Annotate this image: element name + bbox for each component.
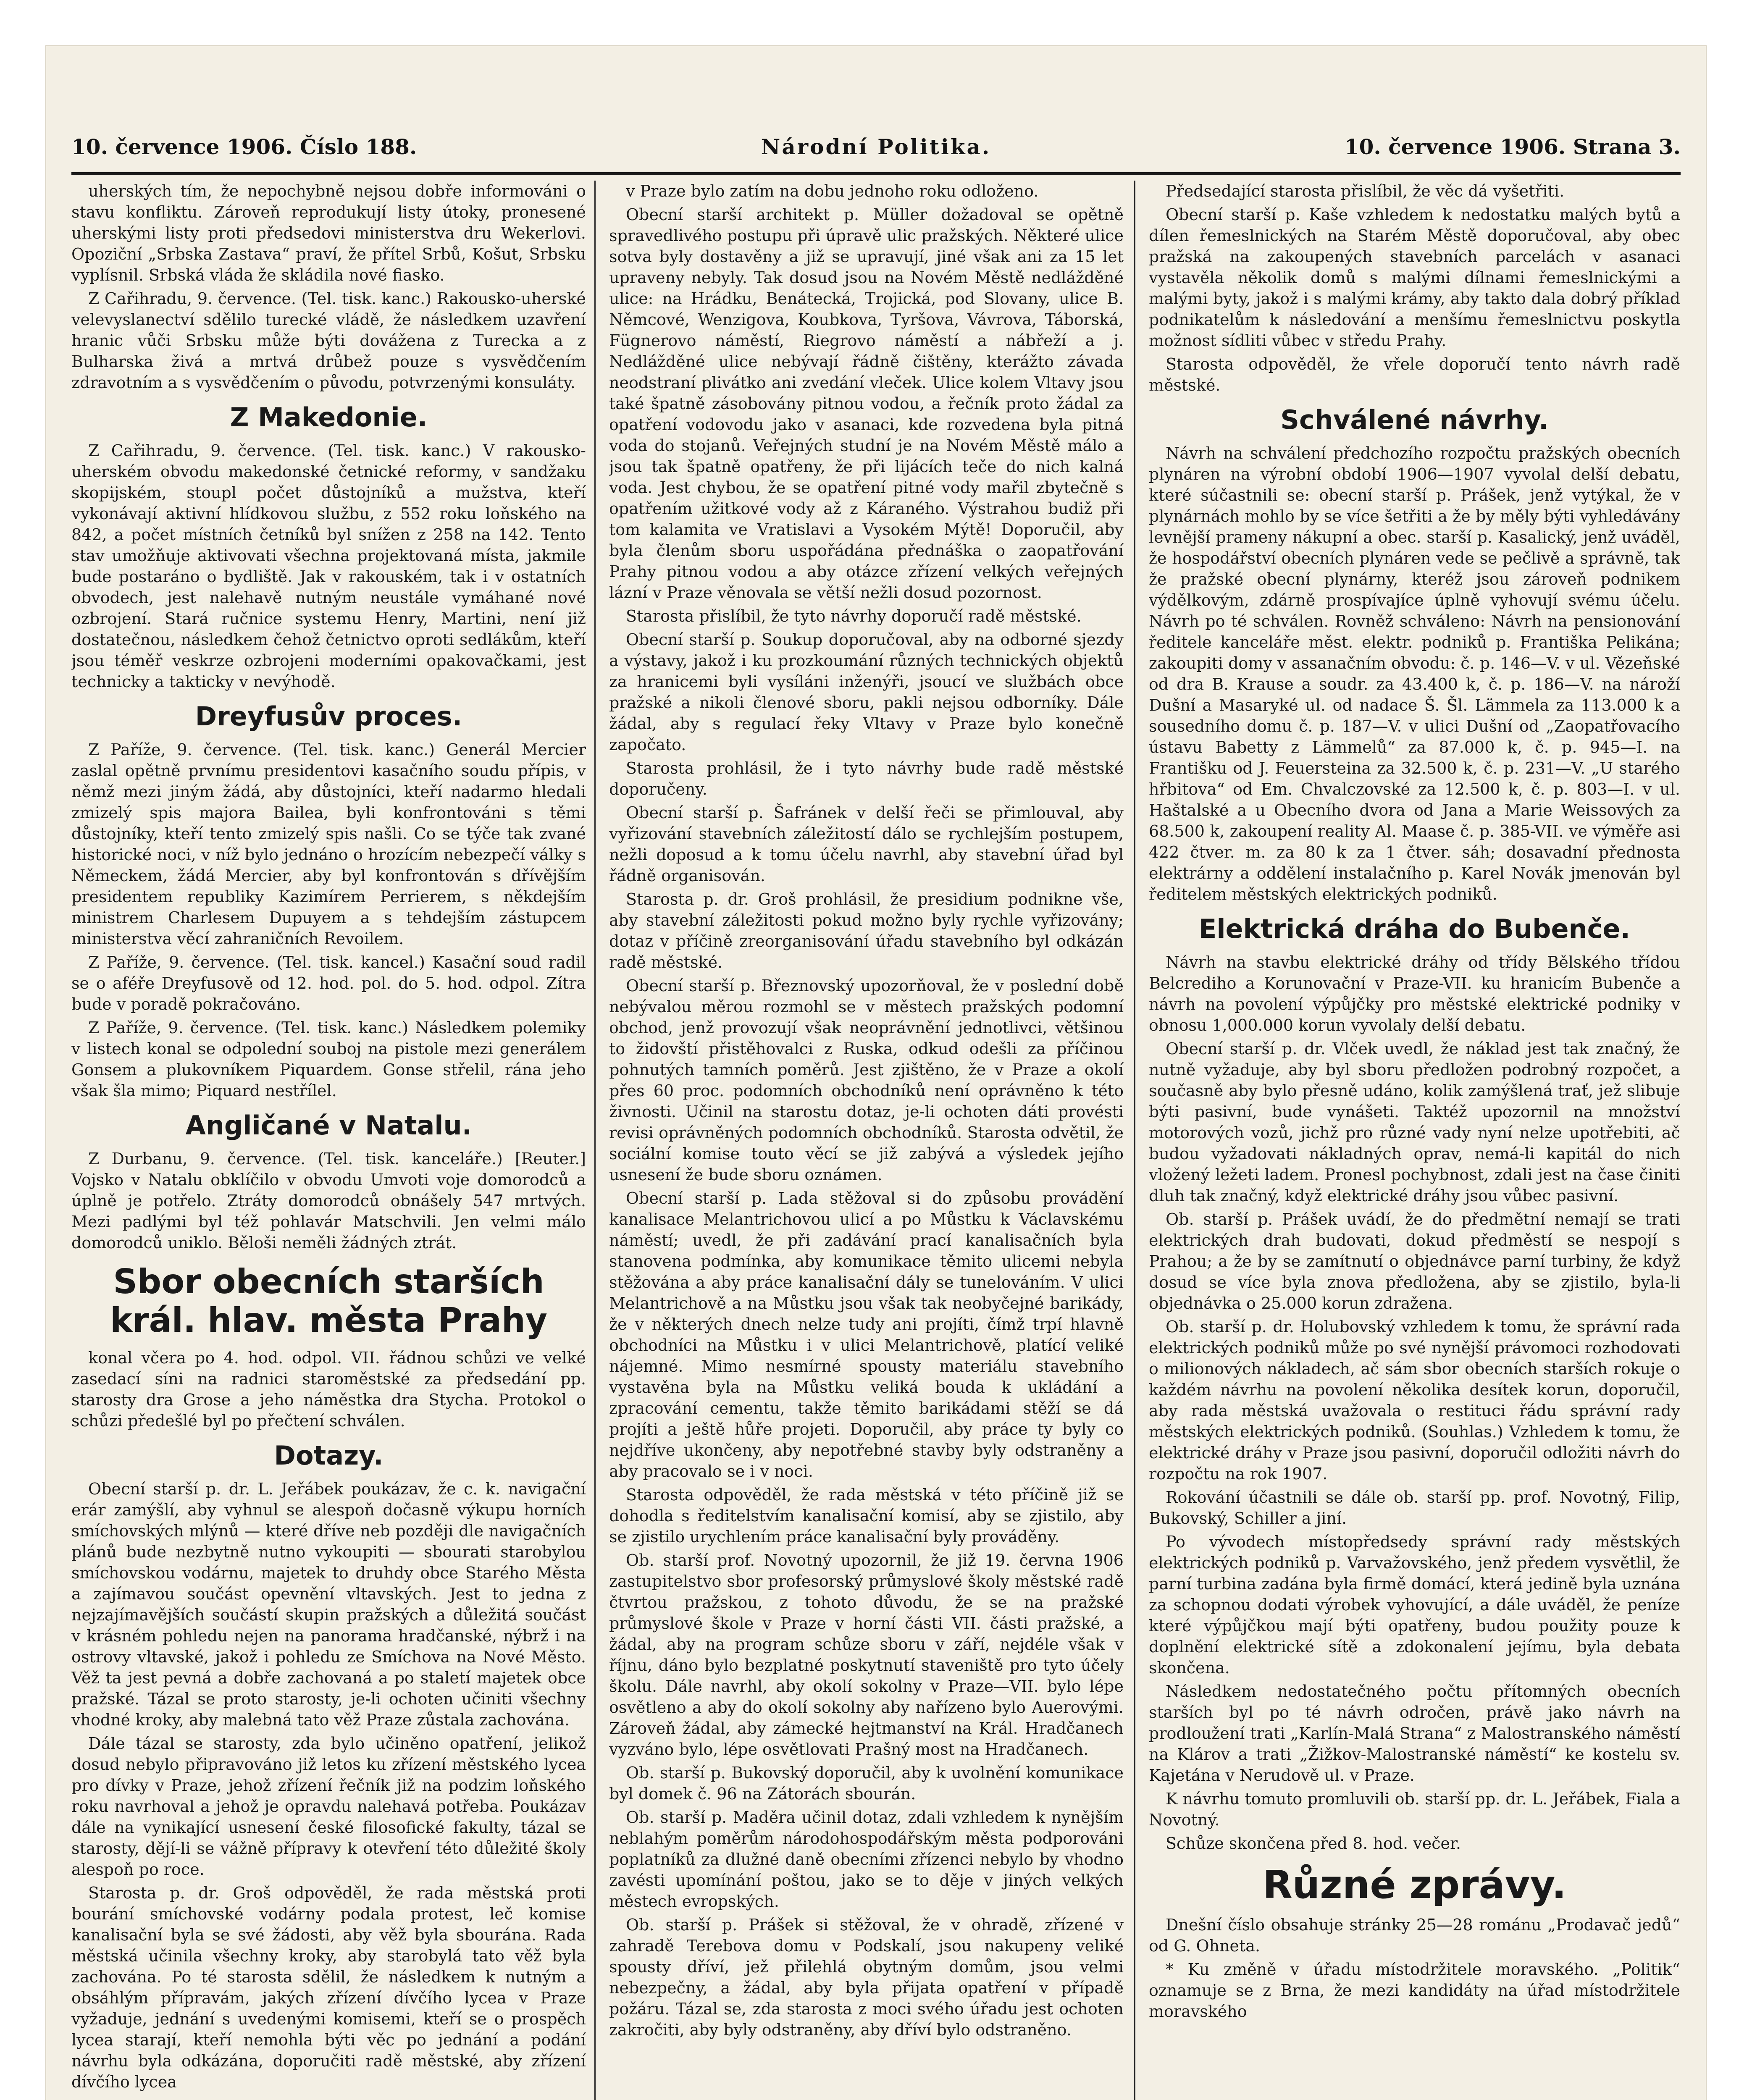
article-paragraph: Obecní starší p. Březnovský upozorňoval, že v poslední době nebývalou měrou rozmohl se v městech pražských podomní obchod, jenž provozují však neoprávnění jednotlivci, většinou to židovští přistěhovalci z Ruska, odkud odešli za příčinou pohnutých tamních poměrů. Jest zjištěno, že v Praze a okolí přes 60 proc. podomních obchodníků není oprávněno k této živnosti. Učinil na starostu dotaz, je-li ochoten dáti provésti revisi oprávněných podomních obchodníků. Starosta odvětil, že sociální komise touto věcí se již zabývá a výsledek jejího usnesení že bude sboru oznámen. bbox=[609, 976, 1124, 1184]
article-paragraph: Ob. starší p. Prášek uvádí, že do předmětní nemají se trati elektrických drah budovati, dokud předměstí se nespojí s Prahou; a že by se zamítnutí o objednávce parní turbiny, že když dosud se více byla znova předložena, aby se zjistilo, byla-li objednávka o 25.000 korun zdražena. bbox=[1149, 1210, 1680, 1312]
article-paragraph: Následkem nedostatečného počtu přítomných obecních starších byl po té návrh odročen, právě jako návrh na prodloužení trati „Karlín-Malá Strana“ z Malostranského náměstí na Klárov a trati „Žižkov-Malostranské náměstí“ ke kostelu sv. Kajetána v Nerudově ul. v Praze. bbox=[1149, 1682, 1680, 1785]
article-paragraph: Z Paříže, 9. července. (Tel. tisk. kanc.) Generál Mercier zaslal opětně prvnímu presidentovi kasačního soudu přípis, v němž mezi jiným žádá, aby důstojníci, kteří nadarmo hledali zmizelý spis majora Bailea, byli konfrontováni s těmi důstojníky, kteří tento zmizelý spis našli. Co se týče tak zvané historické noci, v níž bylo jednáno o hrozícím nebezpečí války s Německem, žádá Mercier, aby byl konfrontován s dřívějším presidentem republiky Kazimírem Perrierem, s někdejším ministrem Charlesem Dupuyem a s tehdejším zástupcem ministerstva věcí zahraničních Revoilem. bbox=[71, 740, 586, 948]
article-paragraph: Starosta p. dr. Groš odpověděl, že rada městská proti bourání smíchovské vodárny podala protest, leč komise kanalisační byla se své žádosti, aby věž byla sbourána. Rada městská učinila všechny kroky, aby starobylá tato věž byla zachována. Po té starosta sdělil, že následkem k nutným a obsáhlým přípravám, jakých zřízení dívčího lycea v Praze vyžaduje, jednání s uvedenými komisemi, kteří se o prospěch lycea starají, kteří nemohla býti věc po jednání a podání návrhu byla odkázána, doporučiti radě městské, aby zřízení dívčího lycea bbox=[71, 1884, 586, 2091]
column-3 bbox=[1149, 181, 1680, 2100]
article-paragraph: Dnešní číslo obsahuje stránky 25—28 románu „Prodavač jedů“ od G. Ohneta. bbox=[1149, 1916, 1680, 1955]
header-rule bbox=[71, 172, 1681, 175]
section-heading-makedonie: Z Makedonie. bbox=[230, 402, 428, 433]
column-1 bbox=[71, 181, 586, 2100]
article-paragraph: Obecní starší p. Kaše vzhledem k nedostatku malých bytů a dílen řemeslnických na Starém Městě doporučoval, aby obec pražská na zakoupených stavebních parcelách v asanaci vystavěla několik domů s malými dílnami řemeslnickými a malými byty, jakož i s malými krámy, aby takto dala dobrý příklad podnikatelům k následování a menšímu řemeslnictvu poskytla možnost sídliti vůbec v středu Prahy. bbox=[1149, 205, 1680, 350]
header-date-issue: 10. července 1906. Číslo 188. bbox=[71, 134, 417, 159]
header-date-page: 10. července 1906. Strana 3. bbox=[1344, 134, 1681, 159]
article-paragraph: Starosta prohlásil, že i tyto návrhy bude radě městské doporučeny. bbox=[609, 759, 1124, 798]
masthead-title: Národní Politika. bbox=[761, 134, 991, 159]
article-paragraph: Obecní starší p. dr. Vlček uvedl, že náklad jest tak značný, že nutně vyžaduje, aby byl sboru předložen podrobný rozpočet, a současně aby bylo přesně udáno, kolik zamýšlená trať, jež slibuje býti pasivní, bude vynášeti. Taktéž upozornil na množství motorových vozů, jichž pro různé vady nyní nelze upotřebiti, ač budou vyžadovati nákladných oprav, nemá-li kapitál do nich vložený ležeti ladem. Pronesl pochybnost, zdali jest na čase činiti dluh tak značný, když elektrické dráhy jsou vůbec pasivní. bbox=[1149, 1040, 1680, 1205]
article-paragraph: Starosta odpověděl, že rada městská v této příčině již se dohodla s ředitelstvím kanalisační komisí, aby se zjistilo, aby se zjistilo urychlením práce kanalisační byly prováděny. bbox=[609, 1486, 1124, 1546]
article-paragraph: Ob. starší p. Maděra učinil dotaz, zdali vzhledem k nynějším neblahým poměrům národohospodářským města podporováni poplatníků za dlužné daně obecními zřízenci nebylo by vhodno zavésti upomínání poštou, jako se to děje v jiných velkých městech evropských. bbox=[609, 1808, 1124, 1911]
article-paragraph: Starosta odpověděl, že vřele doporučí tento návrh radě městské. bbox=[1149, 355, 1680, 394]
article-paragraph: Ob. starší prof. Novotný upozornil, že již 19. června 1906 zastupitelstvo sbor profesorský průmyslové školy městské radě čtvrtou pražskou, z tohoto důvodu, že se na pražské průmyslové škole v Praze v horní části VII. části pražské, a žádal, aby na program schůze sboru v září, nejdéle však v říjnu, dáno bylo bezplatné poskytnutí staveniště pro tyto účely školu. Dále navrhl, aby okolí sokolny v Praze—VII. bylo lépe osvětleno a aby do okolí sokolny aby nařízeno bylo Auerovými. Zároveň žádal, aby zámecké hejtmanství na Král. Hradčanech vyzváno bylo, lépe osvětlovati Prašný most na Hradčanech. bbox=[609, 1551, 1124, 1759]
article-paragraph: Návrh na schválení předchozího rozpočtu pražských obecních plynáren na výrobní období 1906—1907 vyvolal delší debatu, které súčastnili se: obecní starší p. Prášek, jenž vytýkal, že v plynárnách mohlo by se více šetřiti a že by měly býti vyhledávány levnější prameny nákupní a obec. starší p. Kasalický, jenž uváděl, že hospodářství obecních plynáren vede se pečlivě a správně, tak že pražské obecní plynárny, kteréž jsou zároveň podnikem výdělkovým, zdárně prospívajíce úplně vyhovují svému účelu. Návrh po té schválen. Rovněž schváleno: Návrh na pensionování ředitele kanceláře měst. elektr. podniků p. Františka Pelikána; zakoupiti domy v assanačním obvodu: č. p. 146—V. v ul. Vězeňské od dra B. Krause a soudr. za 43.400 k, č. p. 186—V. na nároží Dušní a Masaryké ul. od nadace Š. Šl. Lämmela za 113.000 k a sousedního domu č. p. 187—V. v ulici Dušní od „Zaopatřovacího ústavu Babetty z Lämmelů“ za 87.000 k, č. p. 945—I. na Františku od J. Feuersteina za 32.500 k, č. p. 231—V. „U starého hřbitova“ od Em. Chvalczovské za 12.500 k, č. p. 803—I. v ul. Haštalské a u Obecního dvora od Jana a Marie Weissových za 68.500 k, zakoupení reality Al. Maase č. p. 385-VII. ve výměře asi 422 čtver. m. za 80 k za 1 čtver. sáh; dosavadní přednosta elektrárny a oddělení instalačního p. Karel Novák jmenován byl ředitelem městských elektrických podniků. bbox=[1149, 444, 1680, 903]
article-paragraph: Ob. starší p. Prášek si stěžoval, že v ohradě, zřízené v zahradě Terebova domu v Podskalí, jsou nakupeny veliké spousty dříví, jež přilehlá obytným domům, jsou velmi nebezpečny, a žádal, aby byla přijata opatření v případě požáru. Tázal se, zda starosta z moci svého úřadu jest ochoten zakročiti, aby byly odstraněny, aby dříví bylo odstraněno. bbox=[609, 1916, 1124, 2039]
column-2 bbox=[609, 181, 1124, 2100]
article-paragraph: Z Paříže, 9. července. (Tel. tisk. kanc.) Následkem polemiky v listech konal se odpolední souboj na pistole mezi generálem Gonsem a plukovníkem Piquardem. Gonse střelil, rána jeho však šla mimo; Piquard nestřílel. bbox=[71, 1018, 586, 1100]
article-paragraph: Obecní starší p. Lada stěžoval si do způsobu provádění kanalisace Melantrichovou ulicí a po Můstku k Václavskému náměstí; uvedl, že při zadávání prací kanalisačních byla stanovena podmínka, aby komunikace těmito ulicemi nebyla stěžována a aby práce kanalisační dály se tunelováním. V ulici Melantrichově a na Můstku jsou však tak neobyčejné barikády, že v některých dnech nelze tudy ani projíti, čímž trpí hlavně obchodníci na Můstku i v ulici Melantrichově, platící veliké nájemné. Mimo nesmírné spousty materiálu stavebního vystavěna byla na Můstku veliká bouda k ukládání a zpracování cementu, takže těmito barikádami stěží se dá projíti a ještě hůře projeti. Doporučil, aby práce ty byly co nejdříve ukončeny, aby nepotřebné stavby byly odstraněny a aby pracovalo se i v noci. bbox=[609, 1189, 1124, 1480]
column-divider bbox=[594, 181, 596, 2100]
article-paragraph: Starosta p. dr. Groš prohlásil, že presidium podnikne vše, aby stavební záležitosti pokud možno byly rychle vyřizovány; dotaz v příčině zreorganisování úřadu stavebního byl odkázán radě městské. bbox=[609, 890, 1124, 971]
article-paragraph: Návrh na stavbu elektrické dráhy od třídy Bělského třídou Belcrediho a Korunovační v Praze-VII. ku hranicím Bubenče a návrh na povolení výpůjčky pro městské elektrické podniky v obnosu 1,000.000 korun vyvolaly delší debatu. bbox=[1149, 953, 1680, 1034]
article-paragraph: Rokování účastnili se dále ob. starší pp. prof. Novotný, Filip, Bukovský, Schiller a jiní. bbox=[1149, 1488, 1680, 1528]
article-paragraph: Ob. starší p. Bukovský doporučil, aby k uvolnění komunikace byl domek č. 96 na Zátorách sbourán. bbox=[609, 1764, 1124, 1803]
article-paragraph: Obecní starší p. Soukup doporučoval, aby na odborné sjezdy a výstavy, jakož i ku prozkoumání různých technických objektů za hranicemi byli vysíláni inženýři, jsoucí ve službách obce pražské a nikoli členové sboru, pakli nejsou odborníky. Dále žádal, aby s regulací řeky Vltavy v Praze bylo konečně započato. bbox=[609, 630, 1124, 754]
article-paragraph: Z Paříže, 9. července. (Tel. tisk. kancel.) Kasační soud radil se o aféře Dreyfusově od 12. hod. pol. do 5. hod. odpol. Zítra bude v poradě pokračováno. bbox=[71, 953, 586, 1013]
article-paragraph: Z Cařihradu, 9. července. (Tel. tisk. kanc.) Rakousko-uherské velevyslanectví sdělilo turecké vládě, že následkem uzavření hranic vůči Srbsku může býti dovážena z Turecka a z Bulharska živá a mrtvá drůbež pouze s vysvědčením zdravotním a s vysvědčením o původu, potvrzenými konsuláty. bbox=[71, 289, 586, 392]
newspaper-page bbox=[46, 46, 1706, 2100]
article-paragraph: Předsedající starosta přislíbil, že věc dá vyšetřiti. bbox=[1166, 182, 1565, 200]
article-paragraph: Z Durbanu, 9. července. (Tel. tisk. kanceláře.) [Reuter.] Vojsko v Natalu obklíčilo v obvodu Umvoti voje domorodců a úplně je potřelo. Ztráty domorodců obnášely 547 mrtvých. Mezi padlými byl též pohlavár Matschvili. Jen velmi málo domorodců uniklo. Běloši neměli žádných ztrát. bbox=[71, 1150, 586, 1252]
article-paragraph: Po vývodech místopředsedy správní rady městských elektrických podniků p. Varvažovského, jenž předem vysvětlil, že parní turbina zadána byla firmě domácí, která jedině byla uznána za schopnou dodati výrobek vyhovující, a dále uváděl, že peníze které výpůjčkou mají býti opatřeny, budou použity pouze k doplnění elektrické sítě a zdokonalení jejímu, byla debata skončena. bbox=[1149, 1533, 1680, 1677]
section-heading-sbor: Sbor obecních starších král. hlav. města Prahy bbox=[110, 1262, 547, 1340]
article-paragraph: Z Cařihradu, 9. července. (Tel. tisk. kanc.) V rakousko-uherském obvodu makedonské četnické reformy, v sandžaku skopijském, stoupl počet důstojníků a mužstva, kteří vykonávají aktivní hlídkovou službu, z 552 roku loňského na 842, a počet místních četníků byl snížen z 258 na 142. Tento stav umožňuje aktivovati všechna projektovaná místa, jakmile bude postaráno o bydliště. Jak v rakouském, tak i v ostatních obvodech, jest nalehavě nutným neustále vymáhané nové ozbrojení. Stará ručnice systemu Henry, Martini, není již dostatečnou, následkem čehož četnictvo oproti sedlákům, kteří jsou téměř veskrze ozbrojeni moderními opakovačkami, jest technicky a takticky v nevýhodě. bbox=[71, 441, 586, 691]
section-heading-natal: Angličané v Natalu. bbox=[185, 1110, 472, 1141]
article-paragraph: v Praze bylo zatím na dobu jednoho roku odloženo. bbox=[626, 182, 1039, 200]
section-heading-dreyfus: Dreyfusův proces. bbox=[195, 701, 462, 732]
article-paragraph: * Ku změně v úřadu místodržitele moravského. „Politik“ oznamuje se z Brna, že mezi kandidáty na úřad místodržitele moravského bbox=[1149, 1960, 1680, 2021]
article-paragraph: Dále tázal se starosty, zda bylo učiněno opatření, jelikož dosud nebylo připravováno již letos ku zřízení městského lycea pro dívky v Praze, jehož zřízení řečník již na podzim loňského roku navrhoval a jehož je opravdu nalehavá potřeba. Poukázav dále na vynikající usnesení české filosofické fakulty, tázal se starosty, dějí-li se vážně přípravy k otevření této důležité školy alespoň po roce. bbox=[71, 1734, 586, 1879]
article-paragraph: Ob. starší p. dr. Holubovský vzhledem k tomu, že správní rada elektrických podniků může po své nynější právomoci rozhodovati o milionových nákladech, ač sám sbor obecních starších rokuje o každém návrhu na povolení několika desítek korun, doporučil, aby rada městská uvažovala o restituci řádu správní rady městských elektrických podniků. (Souhlas.) Vzhledem k tomu, že elektrické dráhy v Praze jsou pasivní, doporučil odložiti návrh do rozpočtu na rok 1907. bbox=[1149, 1318, 1680, 1483]
article-paragraph: konal včera po 4. hod. odpol. VII. řádnou schůzi ve velké zasedací síni na radnici staroměstské za předsedání pp. starosty dra Grose a jeho náměstka dra Stycha. Protokol o schůzi předešlé byl po přečtení schválen. bbox=[71, 1349, 586, 1430]
section-heading-dotazy: Dotazy. bbox=[274, 1440, 383, 1471]
section-heading-zpravy: Různé zprávy. bbox=[1262, 1862, 1567, 1907]
page-header bbox=[71, 134, 1681, 185]
section-heading-drahy: Elektrická dráha do Bubenče. bbox=[1199, 914, 1630, 944]
article-paragraph: Obecní starší architekt p. Müller dožadoval se opětně spravedlivého postupu při úpravě ulic pražských. Některé ulice sotva byly dostavěny a již se upravují, jiné však ani za 15 let upraveny nebyly. Tak dosud jsou na Novém Městě nedlážděné ulice: na Hrádku, Benátecká, Trojická, pod Slovany, ulice B. Němcové, Wenzigova, Koubkova, Tyršova, Vávrova, Táborská, Fügnerovo náměstí, Riegrovo náměstí a nábřeží a j. Nedlážděné ulice nebývají řádně čištěny, kterážto závada neodstraní plivátko ani zvedání vleček. Ulice kolem Vltavy jsou také špatně zásobovány pitnou vodou, a řečník proto žádal za opatření vodovodu jako v asanaci, kde rozvedena byla pitná voda do stojanů. Veřejných studní je na Novém Městě málo a jsou tak špatně opatřeny, že při lijácích teče do nich kalná voda. Jest chybou, že se opatření pitné vody mařil zbytečně s opatřením užitkové vody až z Káraného. Výstrahou budiž při tom kalamita ve Vratislavi a Vysokém Mýtě! Doporučil, aby byla členům sboru uspořádána přednáška o zaopatřování Prahy pitnou vodou a aby otázce zřízení velkých veřejných lázní v Praze věnovala se větší nežli dosud pozornost. bbox=[609, 205, 1124, 602]
section-heading-navrhy: Schválené návrhy. bbox=[1280, 404, 1549, 435]
article-paragraph: Schůze skončena před 8. hod. večer. bbox=[1166, 1834, 1461, 1853]
article-paragraph: Obecní starší p. dr. L. Jeřábek poukázav, že c. k. navigační erár zamýšlí, aby vyhnul se alespoň dočasně výkupu horních smíchovských mlýnů — které dříve neb později dle navigačních plánů bude nezbytně nutno vykoupiti — sbourati starobylou smíchovskou vodárnu, majetek to druhdy obce Starého Města a zajímavou součást opevnění vltavských. Jest to jedna z nejzajímavějších součástí skupin pražských a důležitá součást v krásném pohledu nejen na panorama hradčanské, nýbrž i na ostrovy vltavské, jakož i pohledu ze Smíchova na Nové Město. Věž ta jest pevná a dobře zachovaná a po staletí majetek obce pražské. Tázal se proto starosty, je-li ochoten učiniti všechny vhodné kroky, aby malebná tato věž Praze zůstala zachována. bbox=[71, 1480, 586, 1729]
column-divider bbox=[1134, 181, 1135, 2100]
article-paragraph: uherských tím, že nepochybně nejsou dobře informováni o stavu konfliktu. Zároveň reprodukují listy útoky, pronesené uherskými listy proti předsedovi ministerstva dru Wekerlovi. Opoziční „Srbska Zastava“ praví, že přítel Srbů, Košut, Srbsku vyplísnil. Srbská vláda že skládila nové fiasko. bbox=[71, 182, 586, 284]
article-paragraph: Starosta přislíbil, že tyto návrhy doporučí radě městské. bbox=[626, 607, 1082, 625]
article-paragraph: Obecní starší p. Šafránek v delší řeči se přimlouval, aby vyřizování stavebních záležitostí dálo se rychlejším postupem, nežli doposud a k tomu účelu navrhl, aby stavební úřad byl řádně organisován. bbox=[609, 803, 1124, 885]
article-paragraph: K návrhu tomuto promluvili ob. starší pp. dr. L. Jeřábek, Fiala a Novotný. bbox=[1149, 1790, 1680, 1829]
